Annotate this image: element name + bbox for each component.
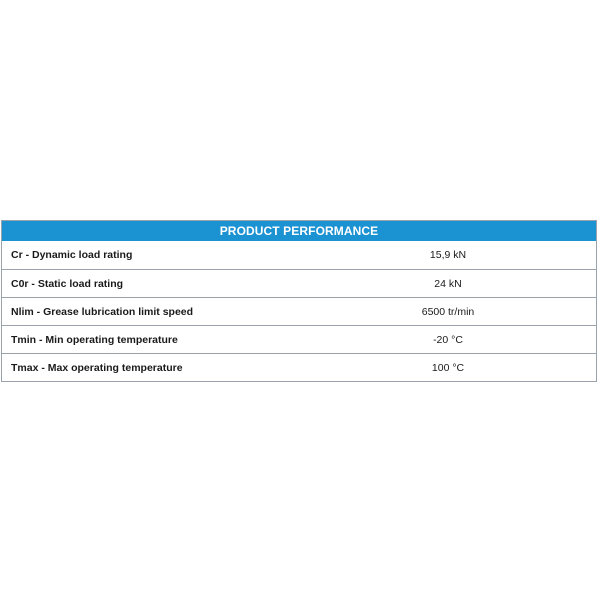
table-row <box>2 325 596 353</box>
row-label-static-load: C0r - Static load rating <box>11 277 124 290</box>
product-performance-table <box>1 220 597 382</box>
row-label-min-temp: Tmin - Min operating temperature <box>11 333 178 346</box>
row-value-static-load: 24 kN <box>434 277 462 290</box>
row-value-limit-speed: 6500 tr/min <box>421 305 475 318</box>
table-header: PRODUCT PERFORMANCE <box>2 221 596 241</box>
table-row <box>2 241 596 269</box>
row-value-dynamic-load: 15,9 kN <box>429 249 467 261</box>
table-row <box>2 269 596 297</box>
table-body <box>2 241 596 381</box>
row-value-max-temp: 100 °C <box>431 361 465 374</box>
table-row <box>2 353 596 381</box>
table-row <box>2 297 596 325</box>
row-label-limit-speed: Nlim - Grease lubrication limit speed <box>11 305 194 318</box>
row-value-min-temp: -20 °C <box>433 333 463 346</box>
row-label-max-temp: Tmax - Max operating temperature <box>11 361 183 374</box>
row-label-dynamic-load: Cr - Dynamic load rating <box>11 249 133 261</box>
